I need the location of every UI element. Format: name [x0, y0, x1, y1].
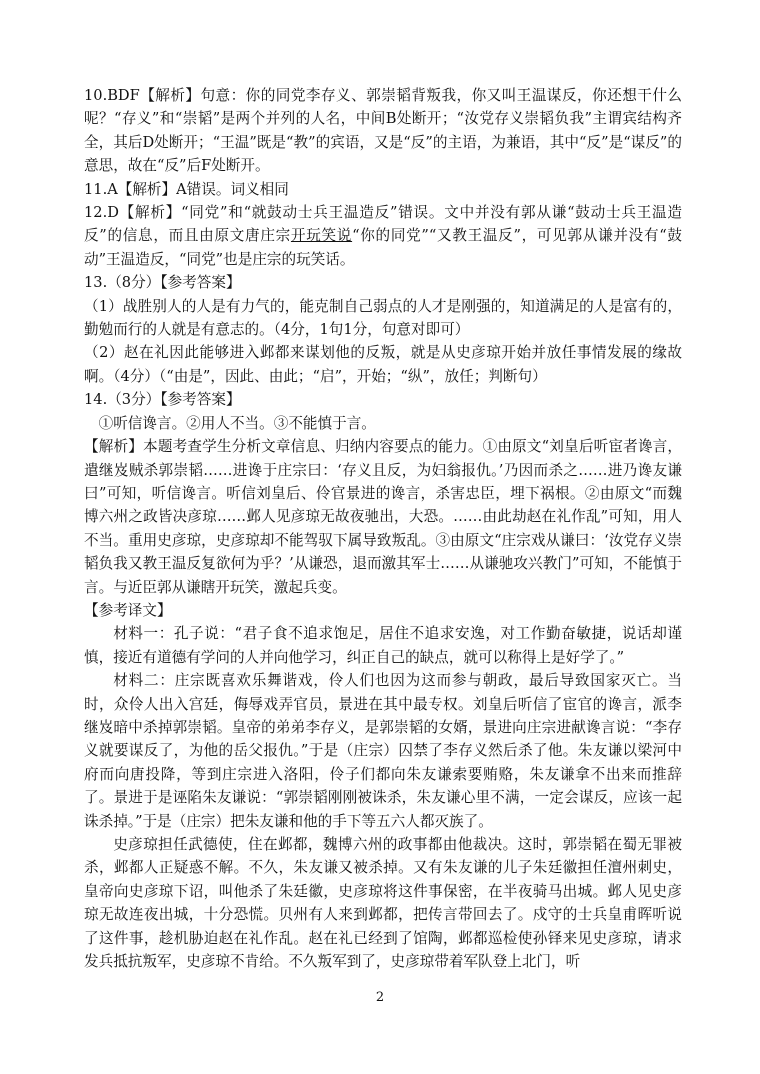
q12-text-before: 12.D【解析】“同党”和“就鼓动士兵王温造反”错误。文中并没有郭从谦“鼓动士兵王温造反”的信息，而且由原文唐庄宗: [84, 204, 682, 245]
translation-heading: 【参考译文】: [84, 601, 172, 619]
q13-answer-2: （2）赵在礼因此能够进入邺都来谋划他的反叛，就是从史彦琼开始并放任事情发展的缘故啊。（4分）（“由是”，因此、由此；“启”，开始；“纵”，放任；判断句）: [84, 344, 682, 385]
page-number: 2: [375, 990, 385, 1005]
q14-analysis: 【解析】本题考查学生分析文章信息、归纳内容要点的能力。①由原文“刘皇后听宦者谗言，遣继岌贼杀郭崇韬……进谗于庄宗曰：‘存义且反，为妇翁报仇。’乃因而杀之……进乃谗友谦曰”可知，听信谗言。听信刘皇后、伶官景进的谗言，杀害忠臣，埋下祸根。②由原文“而魏博六州之政皆决彦琼……邺人见彦琼无故夜驰出，大恐。……由此劫赵在礼作乱”可知，用人不当。重用史彦琼，史彦琼却不能驾驭下属导致叛乱。③由原文“庄宗戏从谦曰：‘汝党存义崇韬负我又教王温反复欲何为乎？’从谦恐，退而激其军士……从谦驰攻兴教门”可知，不能慎于言。与近臣郭从谦瞎开玩笑，激起兵变。: [84, 438, 682, 596]
q13-answer-1: （1）战胜别人的人是有力气的，能克制自己弱点的人才是刚强的，知道满足的人是富有的，勤勉而行的人就是有意志的。（4分，1句1分，句意对即可）: [84, 297, 682, 339]
q10-paragraph: 10.BDF【解析】句意：你的同党李存义、郭崇韬背叛我，你又叫王温谋反，你还想干什么呢？“存义”和“崇韬”是两个并列的人名，中间B处断开；“汝党存义崇韬负我”主谓宾结构齐全，其后D处断开；“王温”既是“教”的宾语，又是“反”的主语，为兼语，其中“反”是“谋反”的意思，故在“反”后F处断开。: [84, 87, 682, 175]
q14-answer: ①听信谗言。②用人不当。③不能慎于言。: [98, 414, 376, 432]
q12-text-after: “你的同党”“又教王温反”，可见郭从谦并没有“鼓动”王温造反，“同党”也是庄宗的玩笑话。: [84, 227, 682, 268]
q11-paragraph: 11.A【解析】A错误。词义相同: [84, 180, 289, 198]
translation-paragraph-3: 史彦琼担任武德使，住在邺都，魏博六州的政事都由他裁决。这时，郭崇韬在蜀无罪被杀，邺都人正疑惑不解。不久，朱友谦又被杀掉。又有朱友谦的儿子朱廷徽担任澶州刺史，皇帝向史彦琼下诏，叫他杀了朱廷徽，史彦琼将这件事保密，在半夜骑马出城。邺人见史彦琼无故连夜出城，十分恐慌。贝州有人来到邺都，把传言带回去了。戍守的士兵皇甫晖听说了这件事，趁机胁迫赵在礼作乱。赵在礼已经到了馆陶，邺都巡检使孙铎来见史彦琼，请求发兵抵抗叛军，史彦琼不肯给。不久叛军到了，史彦琼带着军队登上北门，听: [84, 836, 682, 971]
q12-paragraph: [84, 201, 682, 271]
q14-heading: 14.（3分）【参考答案】: [84, 391, 241, 409]
translation-paragraph-1: 材料一：孔子说：“君子食不追求饱足，居住不追求安逸，对工作勤奋敏捷，说话却谨慎，接近有道德有学问的人并向他学习，纠正自己的缺点，就可以称得上是好学了。”: [84, 625, 682, 666]
q13-heading: 13.（8分）【参考答案】: [84, 274, 241, 292]
document-body: [84, 84, 682, 973]
translation-paragraph-2: 材料二：庄宗既喜欢乐舞谐戏，伶人们也因为这而参与朝政，最后导致国家灭亡。当时，众伶人出入宫廷，侮辱戏弄官员，景进在其中最专权。刘皇后听信了宦官的谗言，派李继岌暗中杀掉郭崇韬。皇帝的弟弟李存义，是郭崇韬的女婿，景进向庄宗进献谗言说：“李存义就要谋反了，为他的岳父报仇。”于是（庄宗）囚禁了李存义然后杀了他。朱友谦以梁河中府而向唐投降，等到庄宗进入洛阳，伶子们都向朱友谦索要贿赂，朱友谦拿不出来而推辞了。景进于是诬陷朱友谦说：“郭崇韬刚刚被诛杀，朱友谦心里不满，一定会谋反，应该一起诛杀掉。”于是（庄宗）把朱友谦和他的手下等五六人都灭族了。: [84, 672, 682, 830]
q12-underlined-phrase: 开玩笑说: [290, 227, 353, 245]
